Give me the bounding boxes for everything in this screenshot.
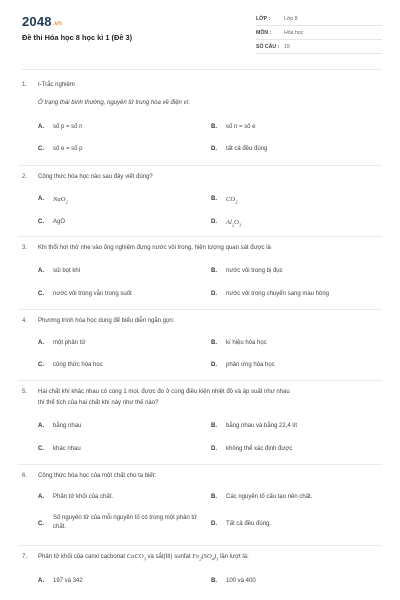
question-text-content: Ở trạng thái bình thường, nguyên tử trung hòa về điện vì: bbox=[38, 100, 190, 106]
option-letter: C. bbox=[38, 291, 44, 297]
option-text: nước vôi trong chuyển sang màu hồng bbox=[226, 291, 330, 297]
formula-caco3: CaCO$_3$ bbox=[126, 553, 146, 562]
option-letter: D. bbox=[211, 362, 217, 368]
option-text: Tất cả đều đúng. bbox=[226, 521, 272, 527]
question-number: 3. bbox=[22, 245, 28, 251]
meta-class-key: LỚP : bbox=[256, 16, 271, 22]
option-letter: C. bbox=[38, 146, 44, 152]
question-number: 7. bbox=[22, 554, 28, 560]
question-number: 1. bbox=[22, 82, 28, 88]
option-text: số p = số n bbox=[53, 124, 83, 130]
meta-subject-value: Hóa học bbox=[284, 30, 304, 36]
option-text: công thức hóa học bbox=[53, 362, 103, 368]
option-text: 100 và 400 bbox=[226, 578, 256, 584]
option-letter: D. bbox=[211, 521, 217, 527]
question-text bbox=[38, 552, 383, 564]
question-text-line1: Hai chất khí khác nhau có cùng 1 mol, được đo ở cùng điều kiện nhiệt độ và áp suất như nhau bbox=[38, 389, 290, 395]
option-letter: A. bbox=[38, 578, 44, 584]
exam-title: Đề thi Hóa học 8 học kì 1 (Đề 3) bbox=[22, 33, 133, 42]
question-text: Khi thổi hơi thở nhẹ vào ống nghiệm đựng nước vôi trong, hiện tượng quan sát được là bbox=[38, 245, 271, 251]
option-text: Số nguyên tử của mỗi nguyên tố có trong một phân tử chất. bbox=[53, 515, 198, 530]
question-number: 5. bbox=[22, 389, 28, 395]
site-logo[interactable] bbox=[22, 14, 62, 29]
question-divider bbox=[18, 309, 382, 310]
option-text: số n = số e bbox=[226, 124, 256, 130]
question-text-part: và sắt(III) sunfat bbox=[147, 554, 191, 560]
question-text: Công thức hóa học nào sau đây viết đúng? bbox=[38, 174, 153, 180]
option-text: không thể xác định được bbox=[226, 446, 293, 452]
question-number: 4. bbox=[22, 318, 28, 324]
option-letter: B. bbox=[211, 578, 217, 584]
option-text: 197 và 342 bbox=[53, 578, 83, 584]
meta-count bbox=[256, 40, 382, 54]
option-text: nước vôi trong vẫn trong suốt bbox=[53, 291, 132, 297]
option-letter: C. bbox=[38, 446, 44, 452]
question-divider bbox=[18, 545, 382, 546]
option-letter: B. bbox=[211, 124, 217, 130]
option-letter: A. bbox=[38, 196, 44, 202]
option-letter: B. bbox=[211, 423, 217, 429]
question-divider bbox=[18, 464, 382, 465]
option-text: nước vôi trong bị đục bbox=[226, 268, 283, 274]
option-letter: B. bbox=[211, 268, 217, 274]
option-text: bằng nhau bbox=[53, 423, 82, 429]
question-number: 6. bbox=[22, 473, 28, 479]
meta-count-key: SỐ CÂU : bbox=[256, 44, 280, 50]
option-text: bằng nhau và bằng 22,4 lít bbox=[226, 423, 298, 429]
question-text-part: Phân tử khối của canxi cacbonat bbox=[38, 554, 126, 560]
option-text: Phân tử khối của chất. bbox=[53, 494, 114, 500]
option-formula: NaO$_2$ bbox=[53, 196, 68, 205]
option-text: Các nguyên tố cấu tạo nên chất. bbox=[226, 494, 313, 500]
question-number: 2. bbox=[22, 174, 28, 180]
option-letter: C. bbox=[38, 521, 44, 527]
question-text-part: lần lượt là: bbox=[220, 554, 249, 560]
logo-suffix: .vn bbox=[52, 21, 63, 27]
option-text: kí hiệu hóa học bbox=[226, 340, 267, 346]
option-text: số e = số p bbox=[53, 146, 83, 152]
option-letter: B. bbox=[211, 340, 217, 346]
option-letter: D. bbox=[211, 291, 217, 297]
option-letter: A. bbox=[38, 494, 44, 500]
option-text: sủi bọt khí bbox=[53, 268, 81, 274]
option-letter: B. bbox=[211, 494, 217, 500]
option-letter: A. bbox=[38, 340, 44, 346]
option-letter: A. bbox=[38, 268, 44, 274]
formula-fe2so43: $Fe_2(SO_4)_3$ bbox=[192, 553, 219, 562]
question-text bbox=[38, 98, 383, 108]
logo-text: 2048 bbox=[22, 14, 52, 29]
question-divider bbox=[18, 165, 382, 166]
option-formula: $CO_2$ bbox=[226, 196, 238, 205]
option-formula: $Al_2O_3$ bbox=[226, 219, 242, 228]
option-letter: A. bbox=[38, 423, 44, 429]
option-text: một phân tử bbox=[53, 340, 86, 346]
option-text: AgO bbox=[53, 219, 66, 225]
option-text: phản ứng hóa học bbox=[226, 362, 275, 368]
option-text: khác nhau bbox=[53, 446, 81, 452]
meta-class bbox=[256, 12, 382, 26]
option-letter: A. bbox=[38, 124, 44, 130]
question-text: Phương trình hóa học dung để biểu diễn ngắn gọn: bbox=[38, 318, 175, 324]
option-letter: C. bbox=[38, 362, 44, 368]
section-title: I-Trắc nghiệm bbox=[38, 82, 75, 88]
option-letter: D. bbox=[211, 446, 217, 452]
option-letter: C. bbox=[38, 219, 44, 225]
option-letter: B. bbox=[211, 196, 217, 202]
option-text: tất cả đều đúng bbox=[226, 146, 268, 152]
question-divider bbox=[18, 236, 382, 237]
exam-header bbox=[0, 0, 400, 70]
meta-class-value: Lớp 8 bbox=[284, 16, 298, 22]
question-divider bbox=[18, 380, 382, 381]
meta-subject-key: MÔN : bbox=[256, 30, 272, 36]
meta-subject bbox=[256, 26, 382, 40]
question-text: Công thức hóa học của một chất cho ta biết: bbox=[38, 473, 157, 479]
option-letter: D. bbox=[211, 146, 217, 152]
question-text-line2: thì thể tích của hai chất khí này như thế nào? bbox=[38, 400, 159, 406]
option-letter: D. bbox=[211, 219, 217, 225]
header-divider bbox=[22, 69, 382, 70]
meta-count-value: 15 bbox=[284, 44, 290, 50]
